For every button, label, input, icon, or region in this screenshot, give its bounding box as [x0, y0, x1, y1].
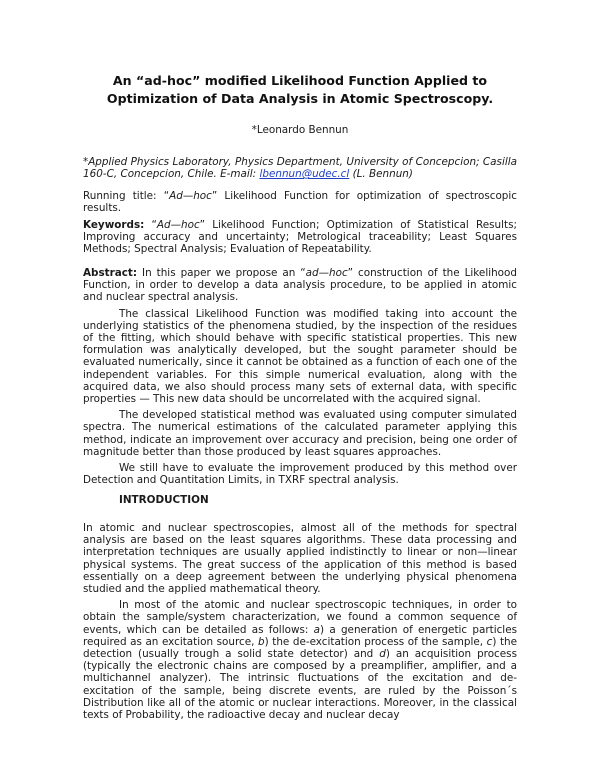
keywords-italic: Ad—hoc — [156, 219, 200, 231]
affiliation-suffix: (L. Bennun) — [349, 168, 413, 181]
abstract-p1-italic: ad—hoc — [305, 267, 348, 279]
abstract-paragraph-3: The developed statistical method was evaluated using computer simulated spectra. The numerical estimations of the calculated parameter applying this method, indicate an improvement over accuracy and precision, being one order of magnitude better than those produced by least squares approaches. — [83, 409, 517, 458]
email-link[interactable]: lbennun@udec.cl — [259, 168, 350, 181]
intro-paragraph-1: In atomic and nuclear spectroscopies, almost all of the methods for spectral analysis are based on the least squares algorithms. These data processing and interpretation techniques are usually applied indistinctly to linear or non—linear physical systems. The great success of the application of this method is based essentially on a deep agreement between the underlying physical phenomena studied and the applied mathematical theory. — [83, 522, 517, 596]
title-line-1: An “ad-hoc” modified Likelihood Function Applied to — [112, 73, 488, 88]
author-name: *Leonardo Bennun — [251, 124, 349, 136]
intro-p2-la: a — [313, 623, 320, 636]
intro-p2-lb: b — [258, 635, 265, 648]
running-title-suffix: ” Likelihood Function for optimization of spectroscopic results. — [83, 190, 518, 215]
intro-p2-a: In most of the atomic and nuclear spectroscopic techniques, in order to obtain the sample/system characterization, we found a common sequence of events, which can be detailed as follows: — [83, 599, 517, 636]
intro-paragraph-2 — [83, 599, 517, 721]
affiliation — [83, 156, 517, 180]
keywords-label: Keywords: — [83, 219, 145, 231]
abstract-label: Abstract: — [83, 267, 138, 279]
abstract-paragraph-4: We still have to evaluate the improvement produced by this method over Detection and Quantitation Limits, in TXRF spectral analysis. — [83, 462, 517, 487]
intro-p2-lc: c — [486, 635, 493, 648]
abstract-paragraph-1 — [83, 267, 517, 304]
intro-p2-d: ) the detection (usually trough a solid state detector) and — [83, 635, 517, 661]
abstract-paragraph-2: The classical Likelihood Function was modified taking into account the underlying statistics of the phenomena studied, by the inspection of the residues of the fitting, which should behave with specific statistical properties. This new formulation was analytically developed, but the sought parameter should be evaluated numerically, since it cannot be obtained as a function of each one of the independent variables. For this simple numerical evaluation, along with the acquired data, we also should process many sets of external data, with specific properties — This new data should be uncorrelated with the acquired signal. — [83, 307, 517, 406]
running-title-italic: Ad—hoc — [169, 190, 212, 202]
affiliation-text: *Applied Physics Laboratory, Physics Department, University of Concepcion; Casilla 160-C, Concepcion, Chile. E-mail: — [83, 156, 517, 181]
introduction-heading: INTRODUCTION — [119, 494, 209, 506]
keywords — [83, 219, 517, 256]
abstract-section — [83, 267, 517, 486]
paper-title — [0, 72, 600, 108]
keywords-prefix: “ — [144, 219, 157, 231]
intro-p2-ld: d — [379, 648, 386, 661]
intro-p2-e: ) an acquisition process (typically the electronic chains are composed by a preamplifier, amplifier, and a multichannel analyzer). The intrinsic fluctuations of the excitation and de-excitation of the sample, being discrete events, are ruled by the Poisson´s Distribution like all of the atomic or nuclear interactions. Moreover, in the classical texts of Probability, the radioactive decay and nuclear decay — [83, 648, 517, 722]
abstract-p1-suffix: ” construction of the Likelihood Function, in order to develop a data analysis procedure, to be applied in atomic and nuclear spectral analysis. — [83, 267, 517, 304]
intro-p2-c: ) the de-excitation process of the sample, — [264, 635, 487, 648]
running-title-prefix: Running title: “ — [83, 190, 170, 202]
running-title — [83, 190, 517, 214]
keywords-list: ” Likelihood Function; Optimization of Statistical Results; Improving accuracy and uncertainty; Metrological traceability; Least Squares Methods; Spectral Analysis; Evaluation of Repeatability. — [83, 219, 518, 256]
abstract-p1-prefix: In this paper we propose an “ — [137, 267, 306, 279]
intro-p2-b: ) a generation of energetic particles required as an excitation source, — [83, 623, 517, 648]
introduction-section — [83, 522, 517, 721]
title-line-2: Optimization of Data Analysis in Atomic Spectroscopy. — [106, 91, 494, 106]
